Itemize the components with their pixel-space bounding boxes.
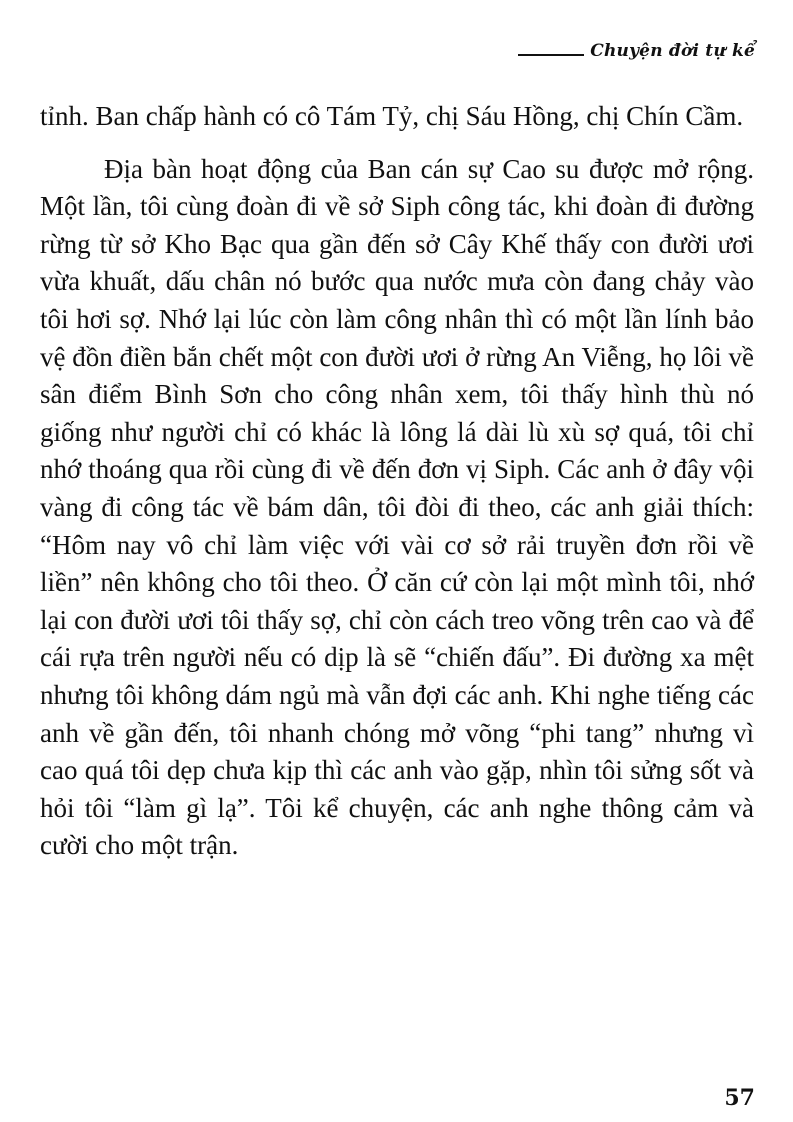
paragraph-continued: tỉnh. Ban chấp hành có cô Tám Tỷ, chị Sáu Hồng, chị Chín Cầm. — [40, 101, 744, 131]
paragraph: Địa bàn hoạt động của Ban cán sự Cao su được mở rộng. Một lần, tôi cùng đoàn đi về sở Siph công tác, khi đoàn đi đường rừng từ sở Kho Bạc qua gần đến sở Cây Khế thấy con đười ươi vừa khuất, dấu chân nó bước qua nước mưa còn đang chảy vào tôi hơi sợ. Nhớ lại lúc còn làm công nhân thì có một lần lính bảo vệ đồn điền bắn chết một con đười ươi ở rừng An Viễng, họ lôi về sân điểm Bình Sơn cho công nhân xem, tôi thấy hình thù nó giống như người chỉ có khác là lông lá dài lù xù sợ quá, tôi chỉ nhớ thoáng qua rồi cùng đi về đến đơn vị Siph. Các anh ở đây vội vàng đi công tác về bám dân, tôi đòi đi theo, các anh giải thích: “Hôm nay vô chỉ làm việc với vài cơ sở rải truyền đơn rồi về liền” nên không cho tôi theo. Ở căn cứ còn lại một mình tôi, nhớ lại con đười ươi tôi thấy sợ, chỉ còn cách treo võng trên cao và để cái rựa trên người nếu có dịp là sẽ “chiến đấu”. Đi đường xa mệt nhưng tôi không dám ngủ mà vẫn đợi các anh. Khi nghe tiếng các anh về gần đến, tôi nhanh chóng mở võng “phi tang” nhưng vì cao quá tôi dẹp chưa kịp thì các anh vào gặp, nhìn tôi sửng sốt và hỏi tôi “làm gì lạ”. Tôi kể chuyện, các anh nghe thông cảm và cười cho một trận. — [40, 153, 754, 861]
page-body — [40, 98, 754, 865]
running-title: Chuyện đời tự kể — [590, 41, 755, 61]
running-header — [518, 41, 755, 61]
header-rule — [518, 54, 584, 56]
page-number: 57 — [724, 1085, 755, 1111]
